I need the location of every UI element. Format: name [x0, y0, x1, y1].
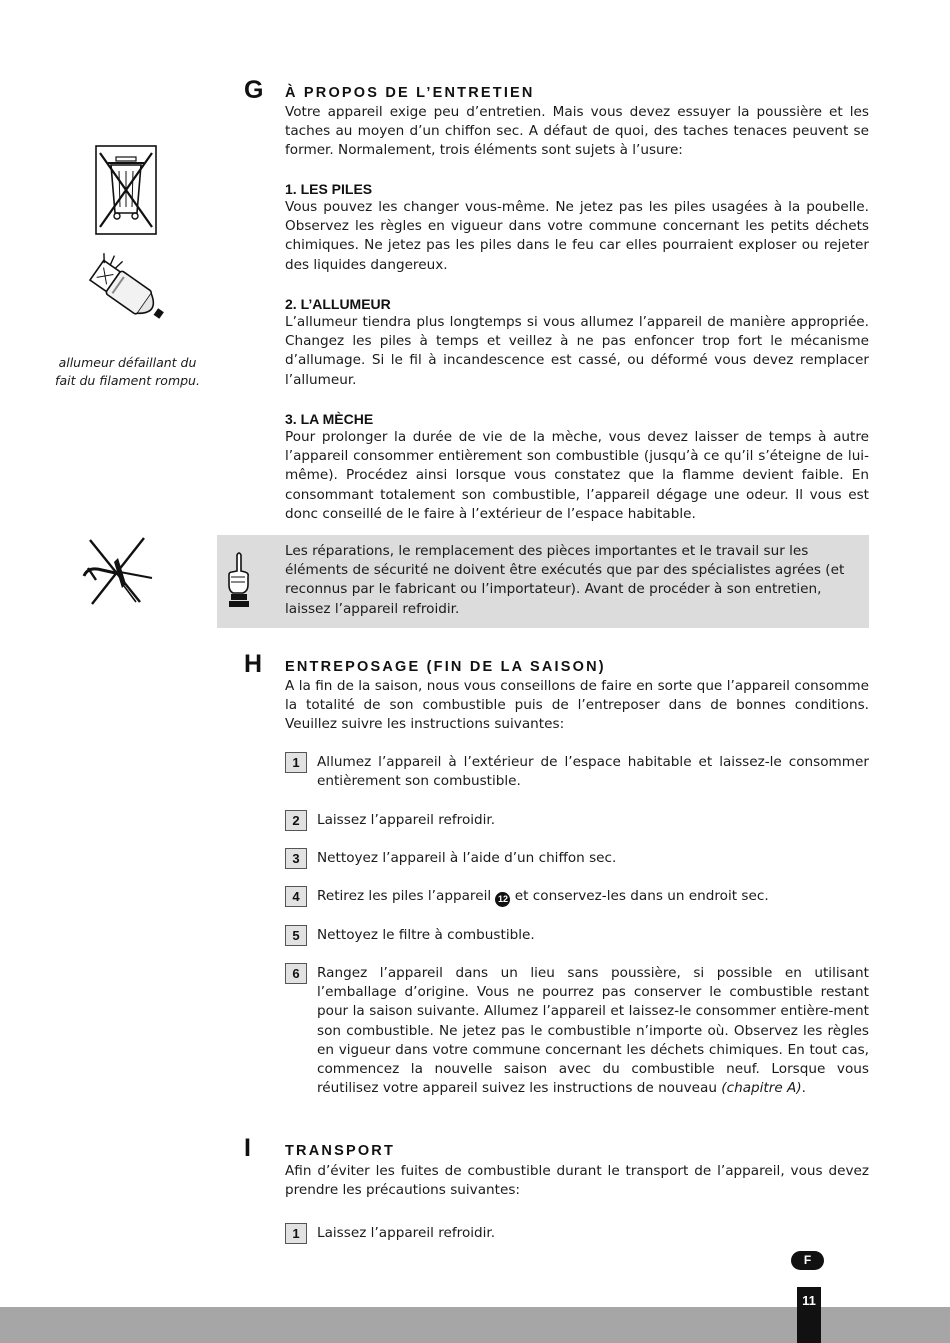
section-h-title: ENTREPOSAGE (FIN DE LA SAISON) [285, 659, 606, 675]
step-text [317, 964, 869, 1098]
step-number: 6 [285, 963, 307, 984]
section-g-intro: Votre appareil exige peu d’entretien. Mais vous devez essuyer la poussière et les taches au moyen d’un chiffon sec. A défaut de quoi, des taches tenaces peuvent se former. Normalement, trois éléments sont sujets à l’usure: [285, 104, 869, 159]
language-badge: F [791, 1251, 824, 1270]
section-i-title: TRANSPORT [285, 1143, 396, 1159]
step-text: Laissez l’appareil refroidir. [317, 1225, 496, 1241]
warning-text: Les réparations, le remplacement des pièces importantes et le travail sur les éléments de sécurité ne doivent être exécutés que par des spécialistes agrées (et reconnus par le fabricant ou l’importateur). Avant de procéder à son entretien, laissez l’appareil refroidir. [285, 543, 845, 617]
step-text-after: et conservez-les dans un endroit sec. [514, 888, 769, 904]
item-meche-heading: 3. LA MÈCHE [285, 411, 374, 427]
item-allumeur-text: L’allumeur tiendra plus longtemps si vous allumez l’appareil de manière appropriée. Changez les piles à temps et veillez à ne pas enfoncer trop fort le mécanisme d’allumage. Si le fil à incandescence est cassé, ou déformé vous devez remplacer l’allumeur. [285, 314, 869, 388]
crossed-bin-icon [95, 145, 157, 235]
item-piles-heading: 1. LES PILES [285, 181, 373, 197]
section-i-letter: I [244, 1134, 251, 1162]
no-tools-icon [80, 536, 156, 606]
section-g-letter: G [244, 76, 264, 104]
step-number: 3 [285, 848, 307, 869]
reference-number-badge: 12 [495, 892, 510, 907]
item-piles-text: Vous pouvez les changer vous-même. Ne jetez pas les piles usagées à la poubelle. Observez les règles en vigueur dans votre commune concernant les petits déchets chimiques. Ne jetez pas les piles dans le feu car elles pourraient exploser ou rejeter des liquides dangereux. [285, 199, 869, 273]
step-text: Nettoyez l’appareil à l’aide d’un chiffon sec. [317, 850, 617, 866]
section-g-title: À PROPOS DE L’ENTRETIEN [285, 85, 535, 101]
step-number: 2 [285, 810, 307, 831]
igniter-icon [78, 252, 178, 332]
item-meche-text: Pour prolonger la durée de vie de la mèche, vous devez laisser de temps à autre l’appareil consommer entièrement son combustible (jusqu’à ce qu’il s’éteigne de lui-même). Procédez ainsi lorsque vous constatez que la flamme devient faible. En consommant totalement son combustible, l’appareil dégage une odeur. Il vous est donc conseillé de le faire à l’extérieur de l’espace habitable. [285, 429, 869, 522]
section-h-letter: H [244, 650, 263, 678]
section-i-intro: Afin d’éviter les fuites de combustible durant le transport de l’appareil, vous devez prendre les précautions suivantes: [285, 1163, 869, 1199]
chapter-reference: (chapitre A) [721, 1080, 802, 1097]
step-number: 1 [285, 1223, 307, 1244]
step-text-before: Retirez les piles l’appareil [317, 888, 492, 904]
step-number: 1 [285, 752, 307, 773]
step-text: Nettoyez le filtre à combustible. [317, 927, 535, 943]
warning-box [217, 535, 869, 628]
step-text: Allumez l’appareil à l’extérieur de l’espace habitable et laissez-le consommer entièrement son combustible. [317, 754, 869, 790]
pointing-hand-icon [225, 551, 253, 609]
igniter-caption: allumeur défaillant du fait du filament rompu. [55, 355, 200, 388]
step-text [317, 887, 869, 907]
step-text-end: . [801, 1080, 806, 1097]
section-h-intro: A la fin de la saison, nous vous conseillons de faire en sorte que l’appareil consomme la totalité de son combustible puis de l’entreposer dans de bonnes conditions. Veuillez suivre les instructions suivantes: [285, 678, 869, 733]
step-text-main: Rangez l’appareil dans un lieu sans poussière, si possible en utilisant l’emballage d’origine. Vous ne pourrez pas conserver le combustible restant pour la saison suivante. Allumez l’appareil et laissez-le consommer entière-ment son combustible. Ne jetez pas le combustible n’importe où. Observez les règles en vigueur dans votre commune concernant les déchets chimiques. En tout cas, commencez la nouvelle saison avec du combustible neuf. Lorsque vous réutilisez votre appareil suivez les instructions de nouveau [317, 965, 869, 1097]
item-allumeur-heading: 2. L’ALLUMEUR [285, 296, 391, 312]
step-text: Laissez l’appareil refroidir. [317, 812, 496, 828]
step-number: 5 [285, 925, 307, 946]
step-number: 4 [285, 886, 307, 907]
page-number: 11 [797, 1287, 821, 1343]
